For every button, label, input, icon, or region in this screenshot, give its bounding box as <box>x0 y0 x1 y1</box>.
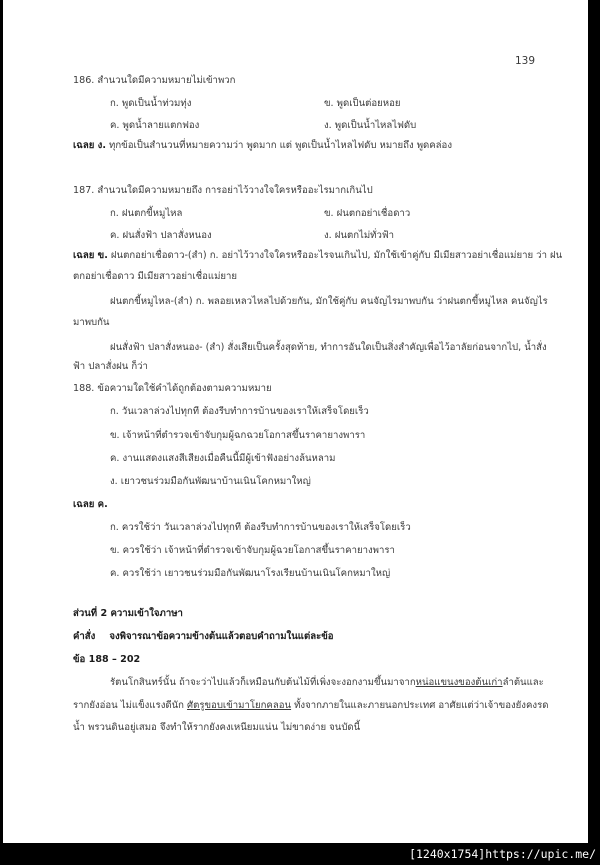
passage-line-2 <box>73 700 548 712</box>
answer-text: ฝนตกอย่าเชื่อดาว-(สำ) ก. อย่าไว้วางใจใครหรืออะไรจนเกินไป, มักใช้เข้าคู่กับ มีเมียสาวอย่าเชื่อแม่ยาย ว่า ฝน <box>107 250 563 261</box>
underlined-phrase: หน่อแขนงของต้นเก่า <box>415 677 503 688</box>
question-186: 186. สำนวนใดมีความหมายไม่เข้าพวก <box>73 75 236 86</box>
choice-187-d: ง. ฝนตกไม่ทั่วฟ้า <box>324 230 395 241</box>
choice-186-d: ง. พูดเป็นน้ำไหลไฟดับ <box>324 120 417 131</box>
choice-187-c: ค. ฝนสั่งฟ้า ปลาสั่งหนอง <box>110 230 212 241</box>
choice-188-c: ค. งานแสดงแสงสีเสียงเมื่อคืนนี้มีผู้เข้าฟังอย่างล้นหลาม <box>110 453 336 464</box>
answer-label: เฉลย ข. <box>73 250 108 261</box>
section-title: ส่วนที่ 2 ความเข้าใจภาษา <box>73 608 183 619</box>
answer-186 <box>73 140 452 152</box>
instruction-text: จงพิจารณาข้อความข้างต้นแล้วตอบคำถามในแต่ละข้อ <box>109 631 334 642</box>
page-number: 139 <box>515 55 536 67</box>
passage-line-1 <box>110 677 544 689</box>
question-187: 187. สำนวนใดมีความหมายถึง การอย่าไว้วางใจใครหรืออะไรมากเกินไป <box>73 185 373 196</box>
answer-187-line: ฟ้า ปลาสั่งฝน ก็ว่า <box>73 361 148 372</box>
choice-188-a: ก. วันเวลาล่วงไปทุกที ต้องรีบทำการบ้านของเราให้เสร็จโดยเร็ว <box>110 406 369 417</box>
question-range: ข้อ 188 – 202 <box>73 654 141 665</box>
correction-188-b: ข. ควรใช้ว่า เจ้าหน้าที่ตำรวจเข้าจับกุมผู้ฉวยโอกาสขึ้นราคายางพารา <box>110 545 395 556</box>
instruction <box>73 631 334 643</box>
image-source-footer: [1240x1754]https://upic.me/ <box>0 843 600 865</box>
passage-line-3: น้ำ พรวนดินอยู่เสมอ จึงทำให้รากยังคงเหนียมแน่น ไม่ขาดง่าย จนบัดนี้ <box>73 722 361 733</box>
choice-186-a: ก. พูดเป็นน้ำท่วมทุ่ง <box>110 98 192 109</box>
answer-187-line: มาพบกัน <box>73 317 110 328</box>
answer-187-line: ฝนสั่งฟ้า ปลาสั่งหนอง- (สำ) สั่งเสียเป็นครั้งสุดท้าย, ทำการอันใดเป็นสิ่งสำคัญเพื่อไว้อาลัยก่อนจากไป, น้ำสั่ง <box>110 342 547 353</box>
passage-text: รากยังอ่อน ไม่แข็งแรงดีนัก <box>73 700 188 711</box>
choice-186-c: ค. พูดน้ำลายแตกฟอง <box>110 120 200 131</box>
choice-186-b: ข. พูดเป็นต่อยหอย <box>324 98 401 109</box>
answer-187-line: ตกอย่าเชื่อดาว มีเมียสาวอย่าเชื่อแม่ยาย <box>73 271 238 282</box>
answer-label: เฉลย ง. <box>73 140 106 151</box>
question-188: 188. ข้อความใดใช้คำได้ถูกต้องตามความหมาย <box>73 383 272 394</box>
answer-187 <box>73 250 562 262</box>
underlined-phrase: ศัตรูขอบเข้ามาโยกคลอน <box>187 700 292 711</box>
choice-187-a: ก. ฝนตกขี้หมูไหล <box>110 208 183 219</box>
passage-text: ทั้งจากภายในและภายนอกประเทศ อาศัยแต่ว่าเจ้าของยังคงรด <box>291 700 549 711</box>
choice-188-b: ข. เจ้าหน้าที่ตำรวจเข้าจับกุมผู้ฉกฉวยโอกาสขึ้นราคายางพารา <box>110 430 366 441</box>
instruction-label: คำสั่ง <box>73 631 96 642</box>
answer-187-line: ฝนตกขี้หมูไหล-(สำ) ก. พลอยเหลวไหลไปด้วยกัน, มักใช้คู่กับ คนจัญไรมาพบกัน ว่าฝนตกขี้หมูไหล คนจัญไร <box>110 296 548 307</box>
answer-text: ทุกข้อเป็นสำนวนที่หมายความว่า พูดมาก แต่ พูดเป็นน้ำไหลไฟดับ หมายถึง พูดคล่อง <box>105 140 453 151</box>
passage-text: ลำต้นและ <box>502 677 544 688</box>
answer-188-label: เฉลย ค. <box>73 499 108 510</box>
choice-187-b: ข. ฝนตกอย่าเชื่อดาว <box>324 208 411 219</box>
choice-188-d: ง. เยาวชนร่วมมือกันพัฒนาบ้านเนินโคกหมาใหญ่ <box>110 476 311 487</box>
correction-188-c: ค. ควรใช้ว่า เยาวชนร่วมมือกันพัฒนาโรงเรียนบ้านเนินโคกหมาใหญ่ <box>110 568 391 579</box>
document-page <box>3 0 588 843</box>
passage-text: รัตนโกสินทร์นั้น ถ้าจะว่าไปแล้วก็เหมือนกับต้นไม้ที่เพิ่งจะงอกงามขึ้นมาจาก <box>110 677 416 688</box>
correction-188-a: ก. ควรใช้ว่า วันเวลาล่วงไปทุกที ต้องรีบทำการบ้านของเราให้เสร็จโดยเร็ว <box>110 522 411 533</box>
